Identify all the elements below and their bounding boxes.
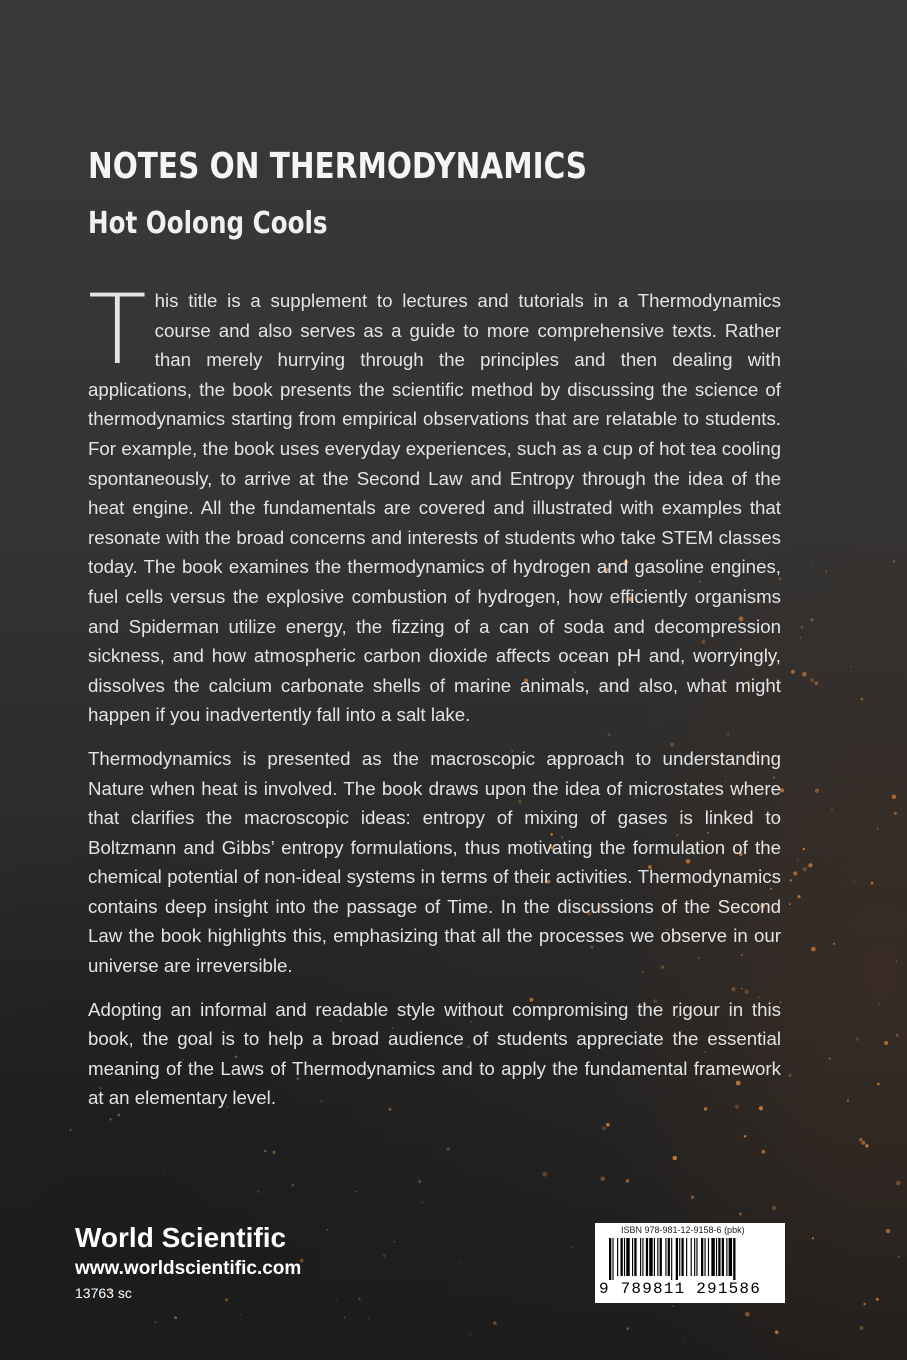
- drop-cap: T: [88, 274, 147, 386]
- blurb-paragraph-1-text: his title is a supplement to lectures and tutorials in a Thermodynamics course and also serves as a guide to more comprehensive texts. Rather than merely hurrying through the principles and then dealing with applications, the book presents the scientific method by discussing the science of thermodynamics starting from empirical observations that are relatable to students. For example, the book uses everyday experiences, such as a cup of hot tea cooling spontaneously, to arrive at the Second Law and Entropy through the idea of the heat engine. All the fundamentals are covered and illustrated with examples that resonate with the broad concerns and interests of students who take STEM classes today. The book examines the thermodynamics of hydrogen and gasoline engines, fuel cells versus the explosive combustion of hydrogen, how efficiently organisms and Spiderman utilize energy, the fizzing of a can of soda and decompression sickness, and how atmospheric carbon dioxide affects ocean pH and, worryingly, dissolves the calcium carbonate shells of marine animals, and also, what might happen if you inadvertently fall into a salt lake.: [88, 290, 781, 726]
- blurb-paragraph-3: Adopting an informal and readable style without compromising the rigour in this book, the goal is to help a broad audience of students appreciate the essential meaning of the Laws of Thermodynamics and to apply the fundamental framework at an elementary level.: [88, 998, 781, 1109]
- blurb-paragraph-2: Thermodynamics is presented as the macroscopic approach to understanding Nature when heat is involved. The book draws upon the idea of microstates where that clarifies the macroscopic ideas: entropy of mixing of gases is linked to Boltzmann and Gibbs’ entropy formulations, thus motivating the formulation of the chemical potential of non-ideal systems in terms of their activities. Thermodynamics contains deep insight into the passage of Time. In the discussions of the Second Law the book highlights this, emphasizing that all the processes we observe in our universe are irreversible.: [88, 747, 781, 977]
- isbn-barcode: [595, 1223, 785, 1303]
- publisher-name: World Scientific: [75, 1222, 287, 1253]
- book-subtitle: Hot Oolong Cools: [88, 206, 328, 241]
- blurb-paragraph-1: [88, 274, 781, 730]
- book-title: NOTES ON THERMODYNAMICS: [88, 146, 588, 187]
- publisher-block: [75, 1220, 301, 1304]
- blurb: [88, 274, 781, 1127]
- barcode-bars: [609, 1238, 777, 1280]
- publisher-url[interactable]: www.worldscientific.com: [75, 1258, 302, 1279]
- isbn-label: ISBN 978-981-12-9158-6 (pbk): [621, 1225, 745, 1235]
- barcode-digits: 9 789811 291586: [599, 1280, 762, 1298]
- publisher-code: 13763 sc: [75, 1285, 132, 1301]
